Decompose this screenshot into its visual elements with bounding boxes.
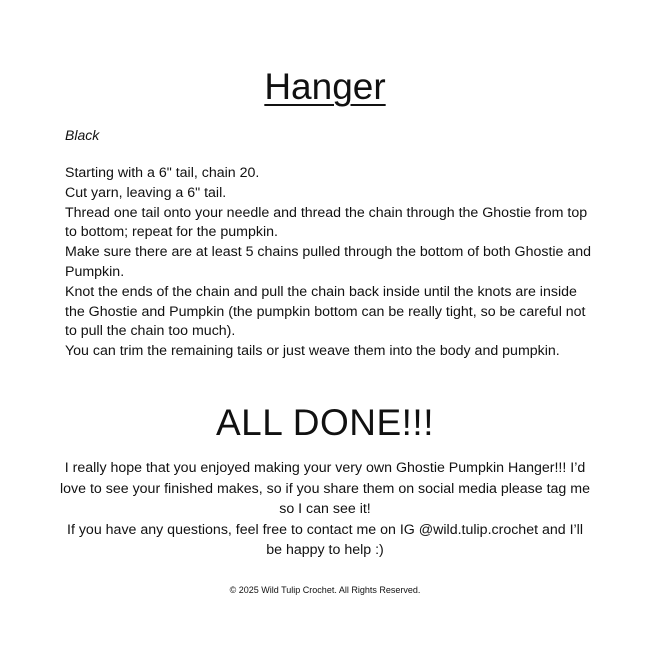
instruction-list <box>65 164 595 362</box>
closing-paragraph: If you have any questions, feel free to contact me on IG @wild.tulip.crochet and I’ll be happy to help :) <box>67 521 583 558</box>
instruction-step: Make sure there are at least 5 chains pulled through the bottom of both Ghostie and Pumpkin. <box>65 244 592 280</box>
instruction-step: Knot the ends of the chain and pull the chain back inside until the knots are inside the Ghostie and Pumpkin (the pumpkin bottom can be really tight, so be careful not to pull the chain too much). <box>65 283 586 340</box>
copyright-notice: © 2025 Wild Tulip Crochet. All Rights Reserved. <box>229 585 421 595</box>
all-done-heading: ALL DONE!!! <box>216 402 434 443</box>
closing-paragraph: I really hope that you enjoyed making your very own Ghostie Pumpkin Hanger!!! I’d love to see your finished makes, so if you share them on social media please tag me so I can see it! <box>60 460 590 517</box>
closing-message <box>60 458 590 561</box>
instruction-step: Thread one tail onto your needle and thread the chain through the Ghostie from top to bottom; repeat for the pumpkin. <box>65 204 588 241</box>
page-title: Hanger <box>264 66 386 107</box>
instruction-step: You can trim the remaining tails or just weave them into the body and pumpkin. <box>65 343 560 360</box>
yarn-color-label: Black <box>65 127 100 143</box>
instruction-step: Starting with a 6" tail, chain 20. <box>65 165 260 181</box>
instruction-step: Cut yarn, leaving a 6" tail. <box>65 184 227 201</box>
